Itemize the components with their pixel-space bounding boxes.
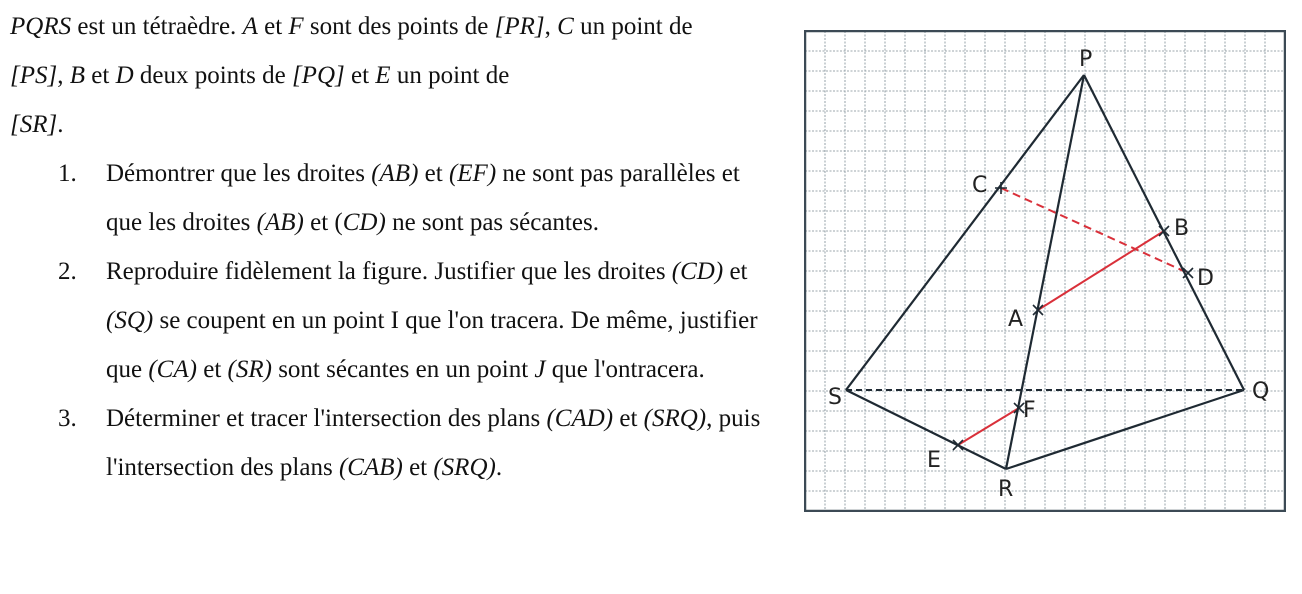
label-B: B xyxy=(1174,216,1190,241)
tetrahedron-name: PQRS xyxy=(10,13,72,40)
figure-svg xyxy=(804,30,1286,512)
segment-EF xyxy=(958,408,1019,445)
question-number: 2. xyxy=(58,258,77,285)
question-list xyxy=(10,149,780,492)
segment-CD-dashed xyxy=(1001,188,1188,273)
label-S: S xyxy=(828,385,842,410)
intro-paragraph: PQRS est un tétraèdre. A et F sont des points de [PR], C un point de [PS], B et D deux points de [PQ] et E un point de [SR]. xyxy=(10,13,693,138)
label-E: E xyxy=(927,448,941,473)
edge-PQ xyxy=(1084,75,1244,390)
point-mark-E xyxy=(953,440,963,450)
label-A: A xyxy=(1008,307,1024,332)
point-marks xyxy=(953,182,1193,450)
question-2: 2. Reproduire fidèlement la figure. Justifier que les droites (CD) et (SQ) se coupent en un point I que l'on tracera. De même, justifier que (CA) et (SR) sont sécantes en un point J que l'ontracera. xyxy=(10,247,780,394)
label-R: R xyxy=(998,477,1014,502)
label-F: F xyxy=(1023,398,1036,423)
label-P: P xyxy=(1079,47,1093,72)
tetrahedron-figure xyxy=(804,30,1286,512)
question-number: 3. xyxy=(58,405,77,432)
question-1: 1. Démontrer que les droites (AB) et (EF) ne sont pas parallèles et que les droites (AB) et (CD) ne sont pas sécantes. xyxy=(10,149,780,247)
label-Q: Q xyxy=(1252,379,1270,404)
question-3: 3. Déterminer et tracer l'intersection des plans (CAD) et (SRQ), puis l'intersection des plans (CAB) et (SRQ). xyxy=(10,394,780,492)
edge-RQ xyxy=(1006,390,1244,469)
exercise-text xyxy=(10,2,780,492)
question-number: 1. xyxy=(58,160,77,187)
label-D: D xyxy=(1197,266,1214,291)
label-C: C xyxy=(972,173,988,198)
